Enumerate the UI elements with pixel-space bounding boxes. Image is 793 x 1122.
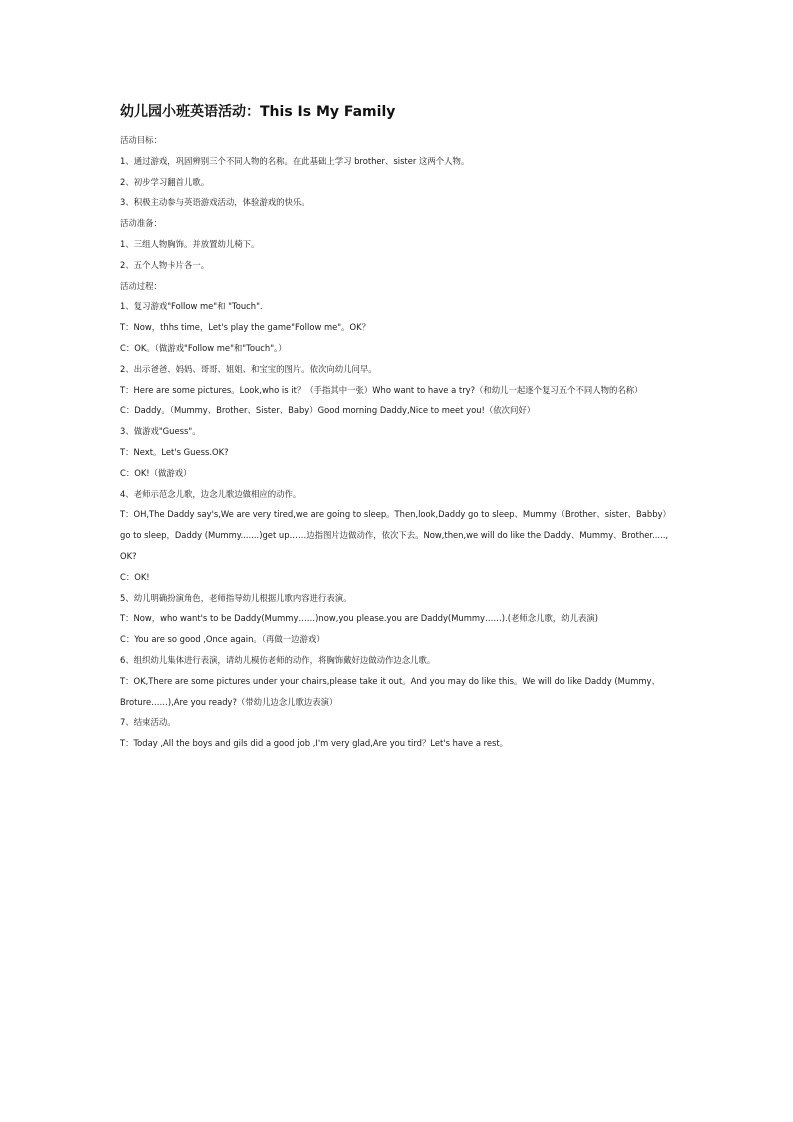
body-line: T：Now，who want's to be Daddy(Mummy……)now,you please.you are Daddy(Mummy……).(老师念儿歌，幼儿表演)	[120, 613, 598, 624]
body-line: T：Now，thhs time，Let's play the game"Follow me"。OK？	[120, 322, 370, 333]
body-line: Broture……),Are you ready?（带幼儿边念儿歌边表演）	[120, 696, 338, 707]
body-line: C：Daddy。（Mummy、Brother、Sister、Baby）Good morning Daddy,Nice to meet you!（依次问好）	[120, 405, 536, 416]
body-line: 活动目标：	[120, 135, 162, 145]
document-body	[120, 130, 680, 754]
body-line: T：Next。Let's Guess.OK?	[120, 446, 229, 457]
body-line: T：Today ,All the boys and gils did a good job ,I'm very glad,Are you tird？Let's have a rest。	[120, 738, 509, 749]
body-line: C：You are so good ,Once again。（再做一边游戏）	[120, 634, 325, 645]
body-line: 5、幼儿明确扮演角色，老师指导幼儿根据儿歌内容进行表演。	[120, 592, 352, 603]
body-line: T：OK,There are some pictures under your chairs,please take it out。And you may do like this。We will do like Daddy (Mummy、	[120, 675, 660, 686]
body-line: C：OK!	[120, 571, 150, 582]
body-line: OK?	[120, 550, 137, 561]
body-line: 2、初步学习翻首儿歌。	[120, 176, 210, 187]
body-line: 1、三组人物胸饰。并放置幼儿椅下。	[120, 238, 260, 249]
body-line: 2、出示爸爸、妈妈、哥哥、姐姐、和宝宝的图片。依次向幼儿问早。	[120, 363, 377, 374]
body-line: 2、五个人物卡片各一。	[120, 259, 210, 270]
body-line: 1、通过游戏，巩固辨别三个不同人物的名称。在此基础上学习 brother、sister 这两个人物。	[120, 155, 470, 166]
body-line: 1、复习游戏"Follow me"和 "Touch".	[120, 301, 263, 312]
document-title: 幼儿园小班英语活动：This Is My Family	[120, 104, 396, 120]
body-line: 3、做游戏"Guess"。	[120, 426, 201, 437]
body-line: T：OH,The Daddy say's,We are very tired,we are going to sleep。Then,look,Daddy go to sleep、Mummy（Brother、sister、Babby）	[120, 509, 671, 520]
body-line: C：OK。（做游戏"Follow me"和"Touch"。）	[120, 342, 287, 353]
body-line: 3、积极主动参与英语游戏活动，体验游戏的快乐。	[120, 197, 310, 208]
body-line: 6、组织幼儿集体进行表演，请幼儿模仿老师的动作，将胸饰戴好边做动作边念儿歌。	[120, 654, 436, 665]
body-line: 4、老师示范念儿歌，边念儿歌边做相应的动作。	[120, 488, 302, 499]
body-line: C：OK!（做游戏）	[120, 467, 192, 478]
body-line: 7、结束活动。	[120, 717, 176, 728]
body-line: 活动过程：	[120, 280, 162, 291]
body-line: 活动准备：	[120, 218, 162, 229]
body-line: T：Here are some pictures。Look,who is it？（手指其中一张）Who want to have a try?（和幼儿一起逐个复习五个不同人物的名称）	[120, 384, 643, 395]
body-line: go to sleep，Daddy (Mummy.......)get up……边指图片边做动作，依次下去。Now,then,we will do like the Daddy、Mummy、Brother.....,	[120, 530, 669, 541]
